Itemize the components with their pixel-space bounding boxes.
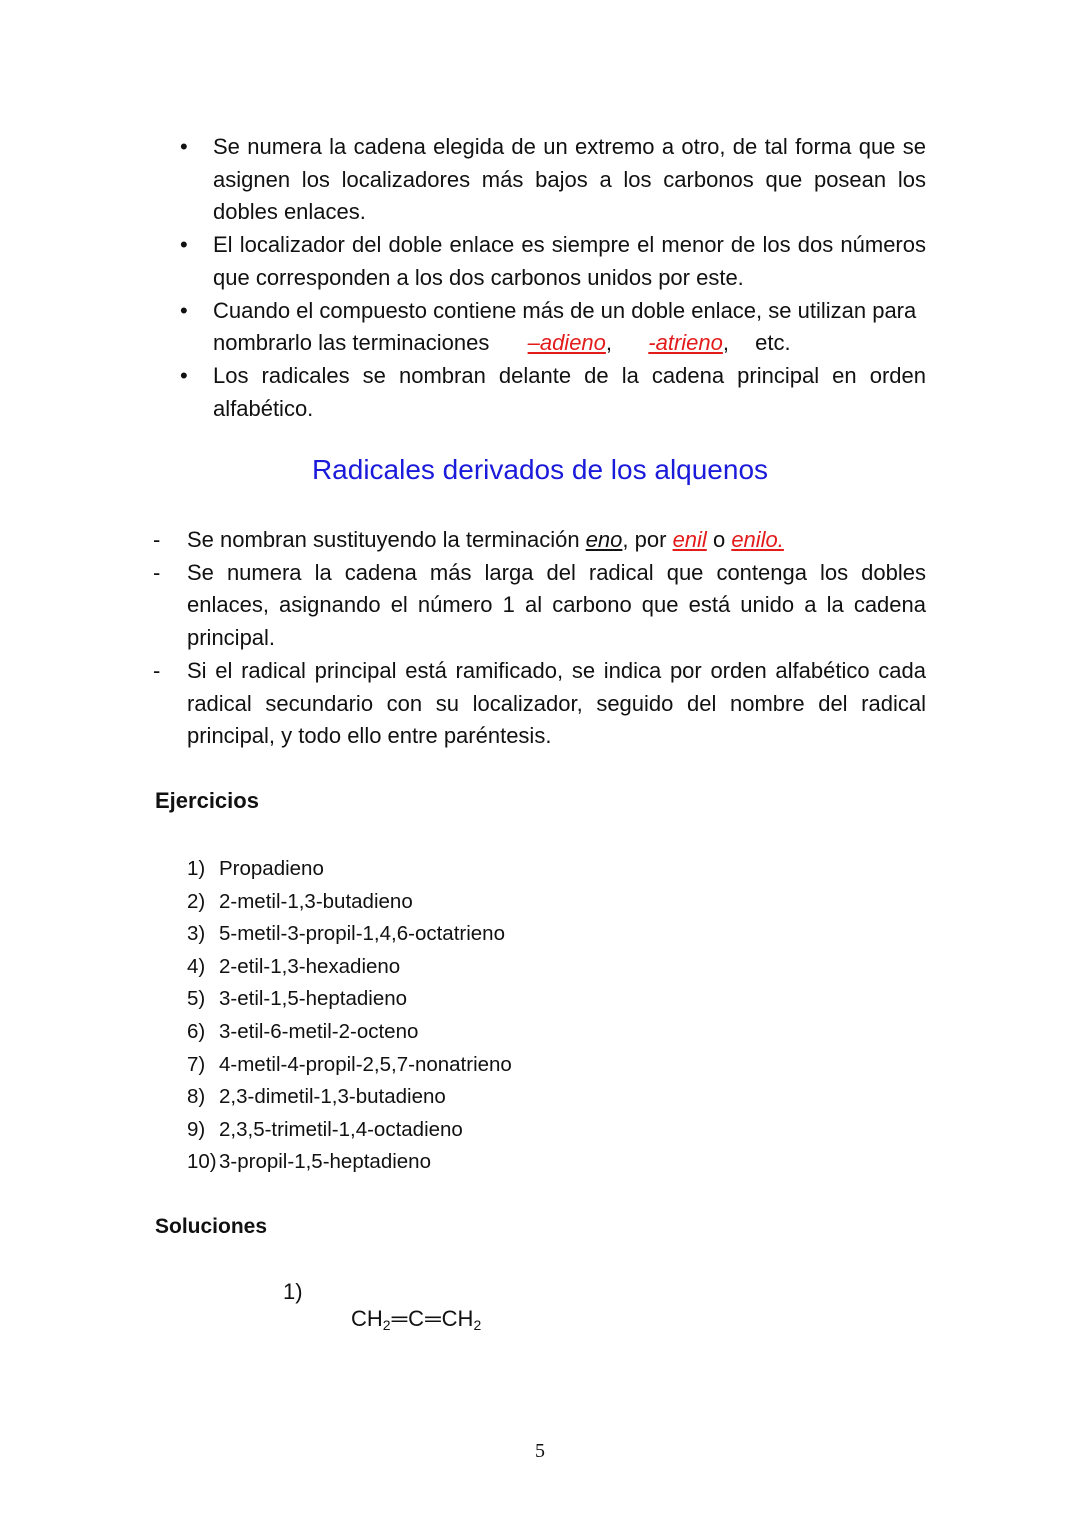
list-item: [153, 524, 926, 557]
list-item: [153, 557, 926, 655]
exercise-name: 5-metil-3-propil-1,4,6-octatrieno: [219, 922, 505, 946]
nomenclature-rules-list: [178, 131, 926, 425]
list-item: [187, 1081, 512, 1114]
rule-text: Se nombran sustituyendo la terminación: [187, 527, 580, 552]
list-item: [187, 886, 512, 919]
exercise-number: 1): [187, 857, 206, 880]
list-item: [178, 229, 926, 294]
exercises-title: Ejercicios: [155, 788, 259, 813]
bullet-icon: •: [180, 362, 188, 388]
list-item: [187, 1016, 512, 1049]
list-item: [187, 918, 512, 951]
list-item: [178, 131, 926, 229]
rule-text: Si el radical principal está ramificado, se indica por orden alfabético cada radical secundario con su localizador, seguido del nombre del radical principal, y todo ello entre paréntesis.: [187, 657, 926, 749]
exercise-name: 3-propil-1,5-heptadieno: [219, 1150, 431, 1174]
exercise-name: 2-etil-1,3-hexadieno: [219, 954, 401, 978]
rule-text: Se numera la cadena más larga del radical que contenga los dobles enlaces, asignando el número 1 al carbono que está unido a la cadena principal.: [187, 559, 926, 651]
exercise-number: 3): [187, 922, 206, 946]
formula-subscript: 2: [382, 1317, 391, 1333]
suffix-atrieno: -atrieno: [648, 330, 723, 356]
exercise-number: 2): [187, 889, 206, 913]
list-item: [187, 853, 512, 886]
formula-group: CH: [441, 1306, 474, 1331]
bullet-icon: •: [180, 134, 188, 159]
exercise-name: 3-etil-1,5-heptadieno: [219, 987, 408, 1011]
list-item: [187, 951, 512, 984]
formula-center-carbon: C: [408, 1306, 425, 1331]
double-bond: ═: [425, 1306, 441, 1331]
list-item: [187, 1049, 512, 1082]
bullet-icon: •: [180, 297, 188, 323]
solution-number: 1): [283, 1279, 303, 1304]
list-item: [187, 1114, 512, 1147]
list-item: [178, 295, 926, 360]
suffix-adieno: –adieno: [527, 330, 606, 356]
propadiene-formula: [351, 1306, 481, 1333]
separator: ,: [605, 330, 613, 356]
rule-text: Los radicales se nombran delante de la cadena principal en orden alfabético.: [213, 362, 926, 421]
rule-text: Cuando el compuesto contiene más de un doble enlace, se utilizan para nombrarlo las terminaciones: [213, 297, 917, 356]
list-item: [187, 983, 512, 1016]
exercise-name: 2-metil-1,3-butadieno: [219, 889, 413, 913]
exercise-number: 4): [187, 954, 206, 978]
exercise-number: 5): [187, 987, 206, 1011]
solutions-title: Soluciones: [155, 1215, 268, 1238]
list-item: [153, 655, 926, 753]
exercise-name: 2,3,5-trimetil-1,4-octadieno: [219, 1117, 463, 1141]
bullet-icon: •: [180, 232, 188, 258]
exercise-name: 3-etil-6-metil-2-octeno: [219, 1019, 419, 1043]
list-item: [178, 360, 926, 425]
dash-marker: -: [153, 657, 161, 683]
term-eno: eno: [585, 527, 623, 552]
rule-text-mid: , por: [622, 527, 667, 552]
exercise-name: 4-metil-4-propil-2,5,7-nonatrieno: [219, 1052, 512, 1076]
term-enil: enil: [672, 527, 707, 552]
list-item: [187, 1146, 512, 1179]
double-bond: ═: [391, 1306, 408, 1331]
section-heading: Radicales derivados de los alquenos: [311, 454, 769, 485]
exercise-number: 6): [187, 1019, 206, 1043]
formula-subscript: 2: [473, 1317, 482, 1333]
rule-text-end: , etc.: [722, 330, 791, 356]
exercise-number: 9): [187, 1117, 206, 1141]
page-number: 5: [535, 1440, 545, 1462]
dash-marker: -: [153, 559, 161, 585]
rule-text: El localizador del doble enlace es siempre el menor de los dos números que corresponden a los dos carbonos unidos por este.: [213, 232, 926, 290]
exercises-list: [187, 853, 512, 1179]
exercise-name: Propadieno: [219, 857, 324, 880]
dash-marker: -: [153, 527, 161, 552]
conjunction: o: [712, 527, 726, 552]
term-enilo: enilo.: [731, 527, 784, 552]
rule-text: Se numera la cadena elegida de un extremo a otro, de tal forma que se asignen los localizadores más bajos a los carbonos que posean los dobles enlaces.: [213, 134, 926, 225]
exercise-number: 10): [187, 1150, 217, 1174]
exercise-name: 2,3-dimetil-1,3-butadieno: [219, 1085, 446, 1109]
exercise-number: 8): [187, 1085, 206, 1109]
exercise-number: 7): [187, 1052, 206, 1076]
radical-rules-list: [153, 524, 926, 753]
formula-group: CH: [351, 1306, 383, 1331]
